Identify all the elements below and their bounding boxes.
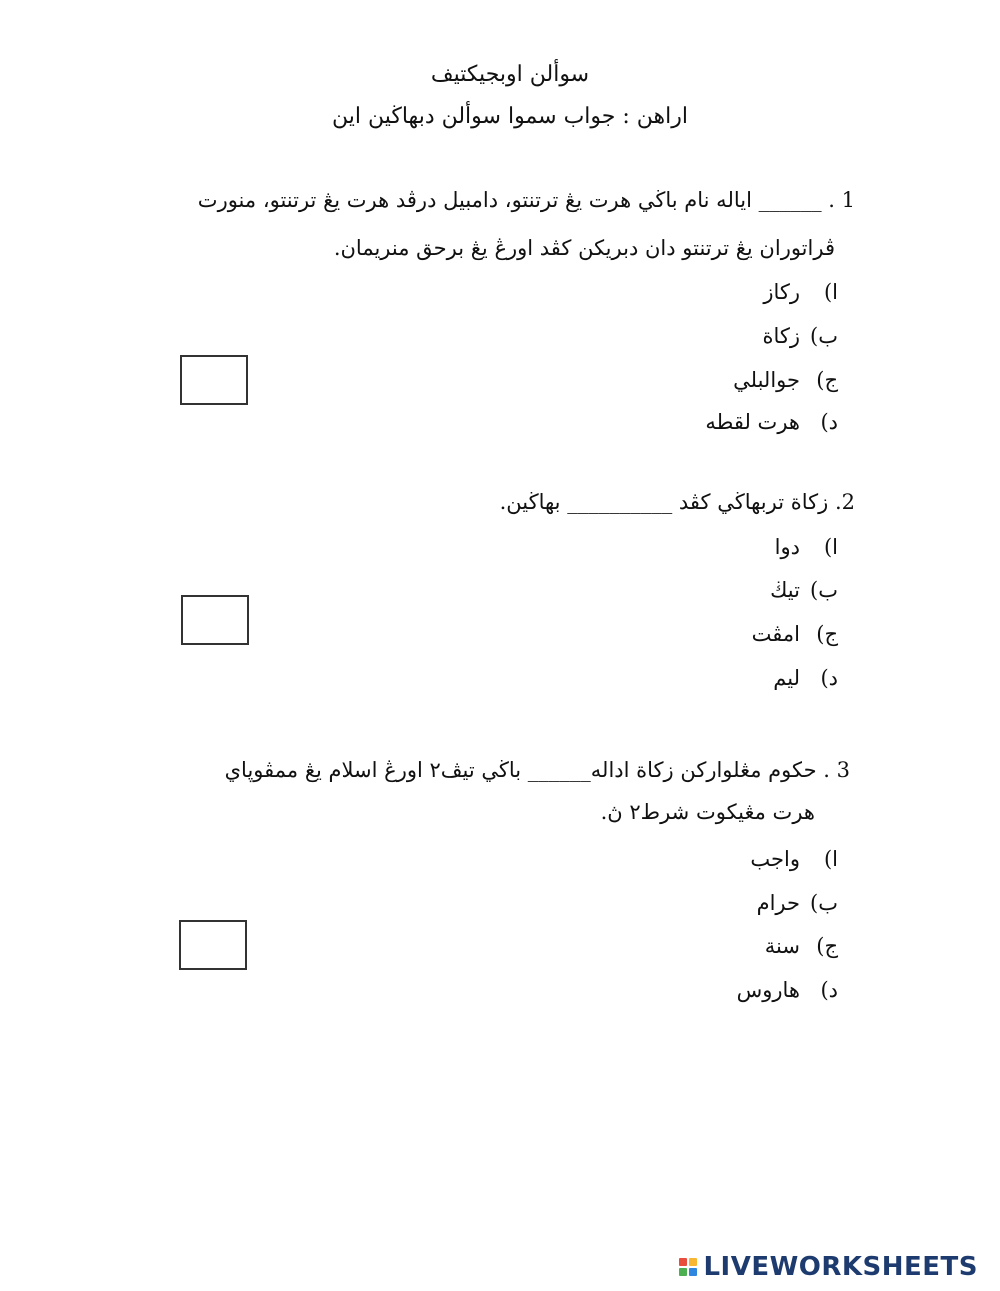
option-letter: ب) [810, 324, 838, 348]
question-3-option-d [737, 978, 838, 1002]
option-letter: ج) [816, 368, 838, 392]
liveworksheets-logo-icon [679, 1258, 697, 1276]
worksheet-instruction: اراهن : جواب سموا سوألن دبهاڬين اين [332, 104, 688, 129]
logo-square [689, 1258, 697, 1266]
option-text: هرت لقطه [705, 410, 800, 434]
question-1-line-2: ڤراتوران يڠ ترتنتو دان دبريکن کڤد اورڠ يڠ برحق منريمان. [333, 236, 835, 260]
question-2-line-1: 2. زکاة تربهاڬي کڤد __________ بهاڬين. [499, 490, 855, 514]
option-letter: ب) [810, 891, 838, 915]
question-2-option-d [773, 666, 838, 690]
question-1-line-1: 1 . ______ اياله نام باڬي هرت يڠ ترتنتو، دامبيل درڤد هرت يڠ ترتنتو، منورت [197, 188, 855, 212]
question-3-answer-box[interactable] [179, 920, 247, 970]
option-text: رکاز [763, 280, 800, 304]
question-1-option-a [763, 280, 838, 304]
question-1-option-d [705, 410, 838, 434]
question-3-option-c [765, 934, 838, 958]
question-2-option-c [752, 622, 838, 646]
option-letter: ا) [823, 847, 838, 871]
option-text: واجب [750, 847, 800, 871]
question-2-answer-box[interactable] [181, 595, 249, 645]
worksheet-title: سوألن اوبجيكتيف [430, 62, 590, 87]
option-letter: د) [820, 978, 838, 1002]
question-2-option-b [770, 578, 838, 602]
option-letter: ا) [823, 280, 838, 304]
question-1-option-c [733, 368, 838, 392]
option-letter: ج) [816, 934, 838, 958]
question-1-option-b [762, 324, 838, 348]
option-text: سنة [764, 934, 800, 958]
option-letter: ب) [810, 578, 838, 602]
option-text: دوا [774, 535, 800, 559]
logo-square [679, 1268, 687, 1276]
question-3-option-b [757, 891, 838, 915]
liveworksheets-brand [679, 1252, 978, 1282]
option-letter: ا) [823, 535, 838, 559]
question-3-option-a [750, 847, 838, 871]
option-text: زکاة [762, 324, 800, 348]
brand-name: LIVEWORKSHEETS [703, 1252, 978, 1282]
option-text: امڤت [751, 622, 800, 646]
option-text: حرام [756, 891, 800, 915]
logo-square [689, 1268, 697, 1276]
logo-square [679, 1258, 687, 1266]
option-text: تيڬ [770, 578, 800, 602]
option-letter: د) [820, 410, 838, 434]
option-letter: د) [820, 666, 838, 690]
option-text: ليم [773, 666, 800, 690]
option-text: هاروس [736, 978, 800, 1002]
question-3-line-1: 3 . حکوم مڠلوارکن زکاة اداله______ باڬي تيڤ٢ اورڠ اسلام يڠ ممڤوڽاي [224, 758, 850, 782]
question-3-line-2: هرت مڠيکوت شرط٢ ڽ. [600, 800, 815, 824]
question-1-answer-box[interactable] [180, 355, 248, 405]
option-letter: ج) [816, 622, 838, 646]
question-2-option-a [775, 535, 838, 559]
option-text: جوالبلي [733, 368, 800, 392]
